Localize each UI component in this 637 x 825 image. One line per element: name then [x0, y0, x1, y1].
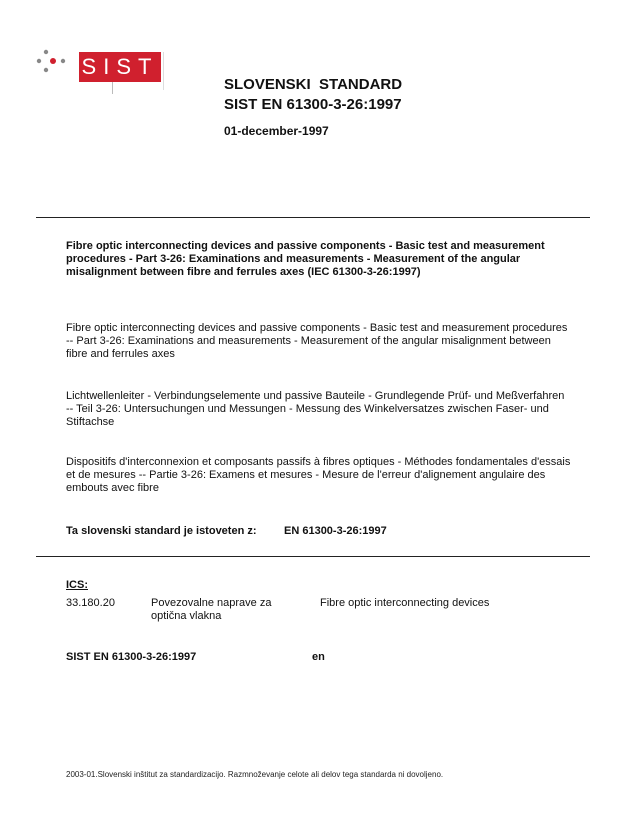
- publication-date: 01-december-1997: [224, 124, 329, 138]
- logo-dots-icon: [36, 46, 72, 76]
- identity-value: EN 61300-3-26:1997: [284, 525, 387, 537]
- title-slovenian: Fibre optic interconnecting devices and passive components - Basic test and measurement procedures - Part 3-26: Examinations and measurements - Measurement of the angular misalignment between fibre and ferrules axes (IEC 61300-3-26:1997): [66, 240, 545, 278]
- title-french: Dispositifs d'interconnexion et composants passifs à fibres optiques - Méthodes fondamentales d'essais et de mesures -- Partie 3-26: Examens et mesures - Mesure de l'erreur d'alignement angulaire des embouts avec fibre: [66, 456, 571, 494]
- logo-text: SIST: [81, 54, 159, 79]
- logo-divider: [112, 82, 113, 94]
- document-language: en: [312, 651, 325, 663]
- ics-code: 33.180.20: [66, 597, 115, 609]
- title-german: Lichtwellenleiter - Verbindungselemente und passive Bauteile - Grundlegende Prüf- und Meßverfahren -- Teil 3-26: Untersuchungen und Messungen - Messung des Winkelversatzes zwischen Faser- und Stiftachse: [66, 390, 565, 428]
- bottom-divider: [36, 556, 590, 557]
- ics-label: ICS:: [66, 579, 88, 591]
- identity-label: Ta slovenski standard je istoveten z:: [66, 525, 257, 537]
- standard-type: SLOVENSKI STANDARD: [224, 76, 403, 93]
- sist-logo: [79, 52, 161, 82]
- copyright-footer: 2003-01.Slovenski inštitut za standardizacijo. Razmnoževanje celote ali delov tega standarda ni dovoljeno.: [66, 770, 444, 779]
- top-divider: [36, 217, 590, 218]
- ics-description-sl: Povezovalne naprave za optična vlakna: [151, 597, 272, 622]
- logo-divider-vertical: [163, 52, 164, 90]
- ics-description-en: Fibre optic interconnecting devices: [320, 597, 490, 609]
- document-id: SIST EN 61300-3-26:1997: [66, 651, 197, 663]
- standard-id: SIST EN 61300-3-26:1997: [224, 96, 402, 113]
- title-english: Fibre optic interconnecting devices and passive components - Basic test and measurement procedures -- Part 3-26: Examinations and measurements - Measurement of the angular misalignment between fibre and ferrules axes: [66, 322, 568, 360]
